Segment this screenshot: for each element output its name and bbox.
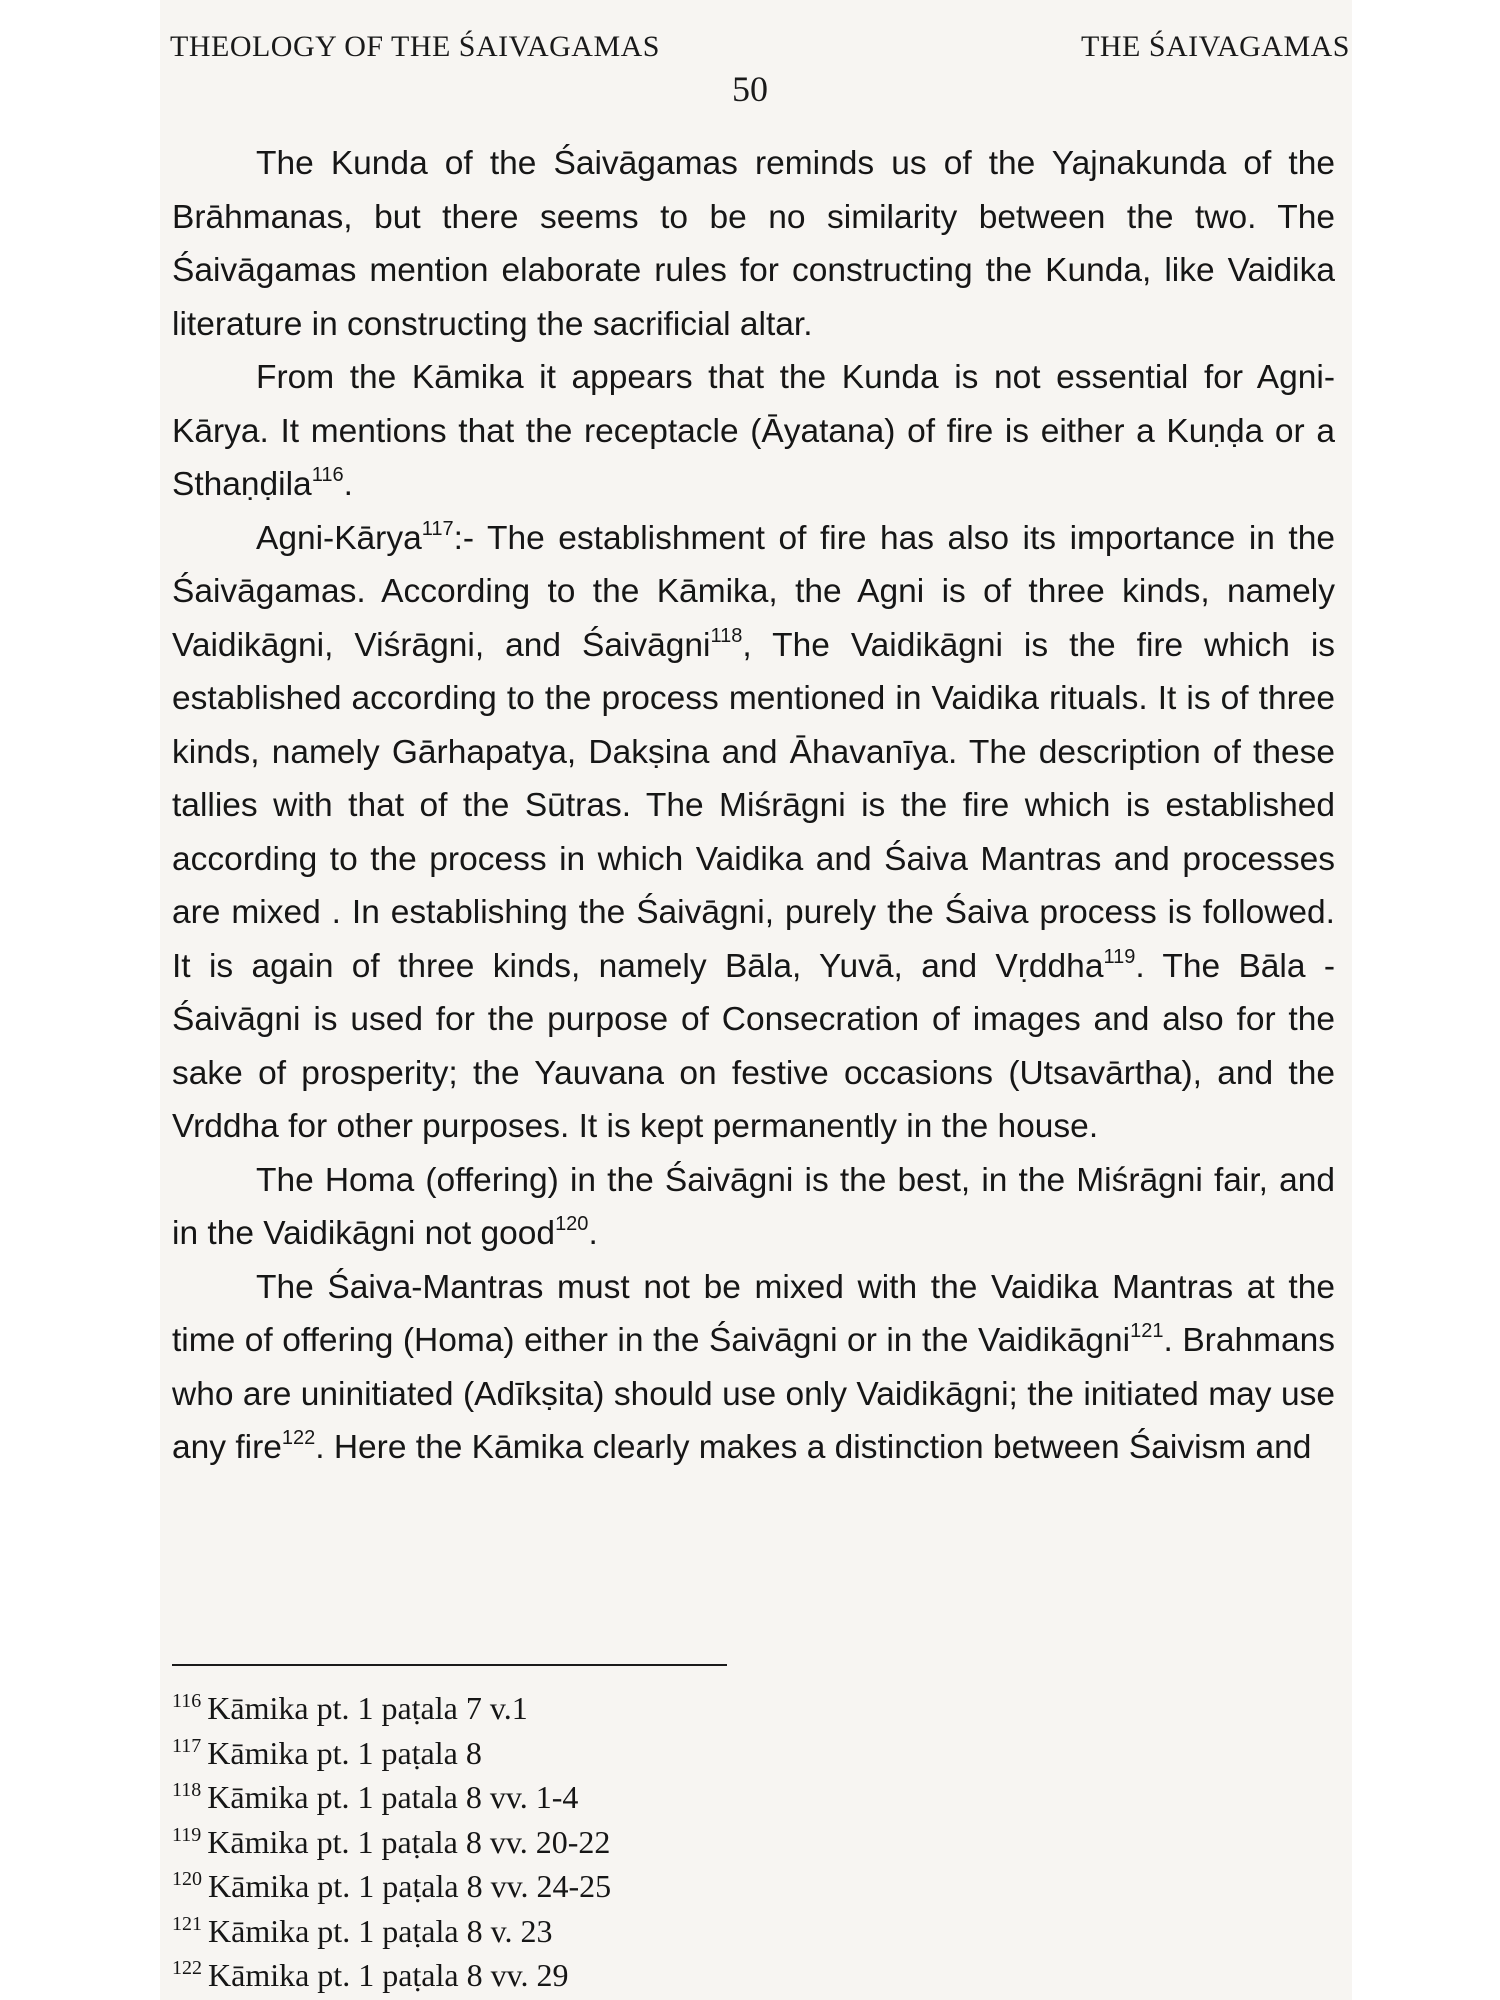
footnotes [172, 1686, 611, 1998]
footnote-ref: 117 [421, 517, 454, 540]
footnote: $^{119}$ Kāmika pt. 1 paṭala 8 vv. 20-22 [172, 1823, 611, 1860]
footnote: $^{118}$ Kāmika pt. 1 patala 8 vv. 1-4 [172, 1779, 579, 1815]
footnote-ref: 118 [710, 624, 743, 647]
footnote-number: 117 [172, 1734, 202, 1757]
footnote-ref: 121 [1130, 1320, 1164, 1342]
footnote: $^{120}$ Kāmika pt. 1 paṭala 8 vv. 24-25 [172, 1868, 612, 1904]
footnote-ref: 122 [281, 1427, 316, 1449]
paragraph: The Śaiva-Mantras must not be mixed with the Vaidika Mantras at the time of offering (Homa) either in the Śaivāgni or in the Vaidikāgni$^{121}$. Brahmans who are uninitiated (Adīkṣita) should use only Vaidikāgni; the initiated may use any fire$^{122}$. Here the Kāmika clearly makes a distinction between Śaivism and [172, 1268, 1335, 1466]
running-header-right: THE ŚAIVAGAMAS [1081, 30, 1350, 63]
footnote: $^{122}$ Kāmika pt. 1 paṭala 8 vv. 29 [172, 1957, 569, 1993]
paragraph: Agni-Kārya$^{117}$:- The establishment of fire has also its importance in the Śaivāgamas. According to the Kāmika, the Agni is of three kinds, namely Vaidikāgni, Viśrāgni, and Śaivāgni$^{118}$, The Vaidikāgni is the fire which is established according to the process mentioned in Vaidika rituals. It is of three kinds, namely Gārhapatya, Dakṣina and Āhavanīya. The description of these tallies with that of the Sūtras. The Miśrāgni is the fire which is established according to the process in which Vaidika and Śaiva Mantras and processes are mixed . In establishing the Śaivāgni, purely the Śaiva process is followed. It is again of three kinds, namely Bāla, Yuvā, and Vṛddha$^{119}$. The Bāla - Śaivāgni is used for the purpose of Consecration of images and also for the sake of prosperity; the Yauvana on festive occasions (Utsavārtha), and the Vrddha for other purposes. It is kept permanently in the house. [172, 517, 1336, 1145]
paragraph: The Homa (offering) in the Śaivāgni is the best, in the Miśrāgni fair, and in the Vaidikāgni not good$^{120}$. [172, 1161, 1335, 1252]
footnote-ref: 116 [311, 464, 344, 486]
body-text [172, 137, 1335, 1475]
paragraph: From the Kāmika it appears that the Kunda is not essential for Agni-Kārya. It mentions that the receptacle (Āyatana) of fire is either a Kuṇḍa or a Sthaṇḍila$^{116}$. [172, 359, 1335, 503]
running-header-left: THEOLOGY OF THE ŚAIVAGAMAS [170, 30, 660, 63]
footnote-divider [172, 1664, 727, 1666]
footnote-number: 119 [172, 1823, 202, 1846]
footnote-number: 121 [172, 1912, 202, 1935]
footnote: $^{121}$ Kāmika pt. 1 paṭala 8 v. 23 [172, 1912, 553, 1949]
footnote: $^{116}$ Kāmika pt. 1 paṭala 7 v.1 [172, 1690, 528, 1726]
footnote-number: 122 [172, 1957, 202, 1979]
paragraph: The Kunda of the Śaivāgamas reminds us of the Yajnakunda of the Brāhmanas, but there seems to be no similarity between the two. The Śaivāgamas mention elaborate rules for constructing the Kunda, like Vaidika literature in constructing the sacrificial altar. [172, 145, 1335, 343]
footnote-number: 118 [172, 1779, 202, 1801]
footnote: $^{117}$ Kāmika pt. 1 paṭala 8 [172, 1734, 482, 1771]
footnote-number: 120 [172, 1868, 202, 1890]
footnote-number: 116 [172, 1690, 202, 1712]
footnote-ref: 119 [1103, 945, 1136, 968]
page-number: 50 [732, 69, 768, 109]
footnote-ref: 120 [555, 1213, 589, 1235]
